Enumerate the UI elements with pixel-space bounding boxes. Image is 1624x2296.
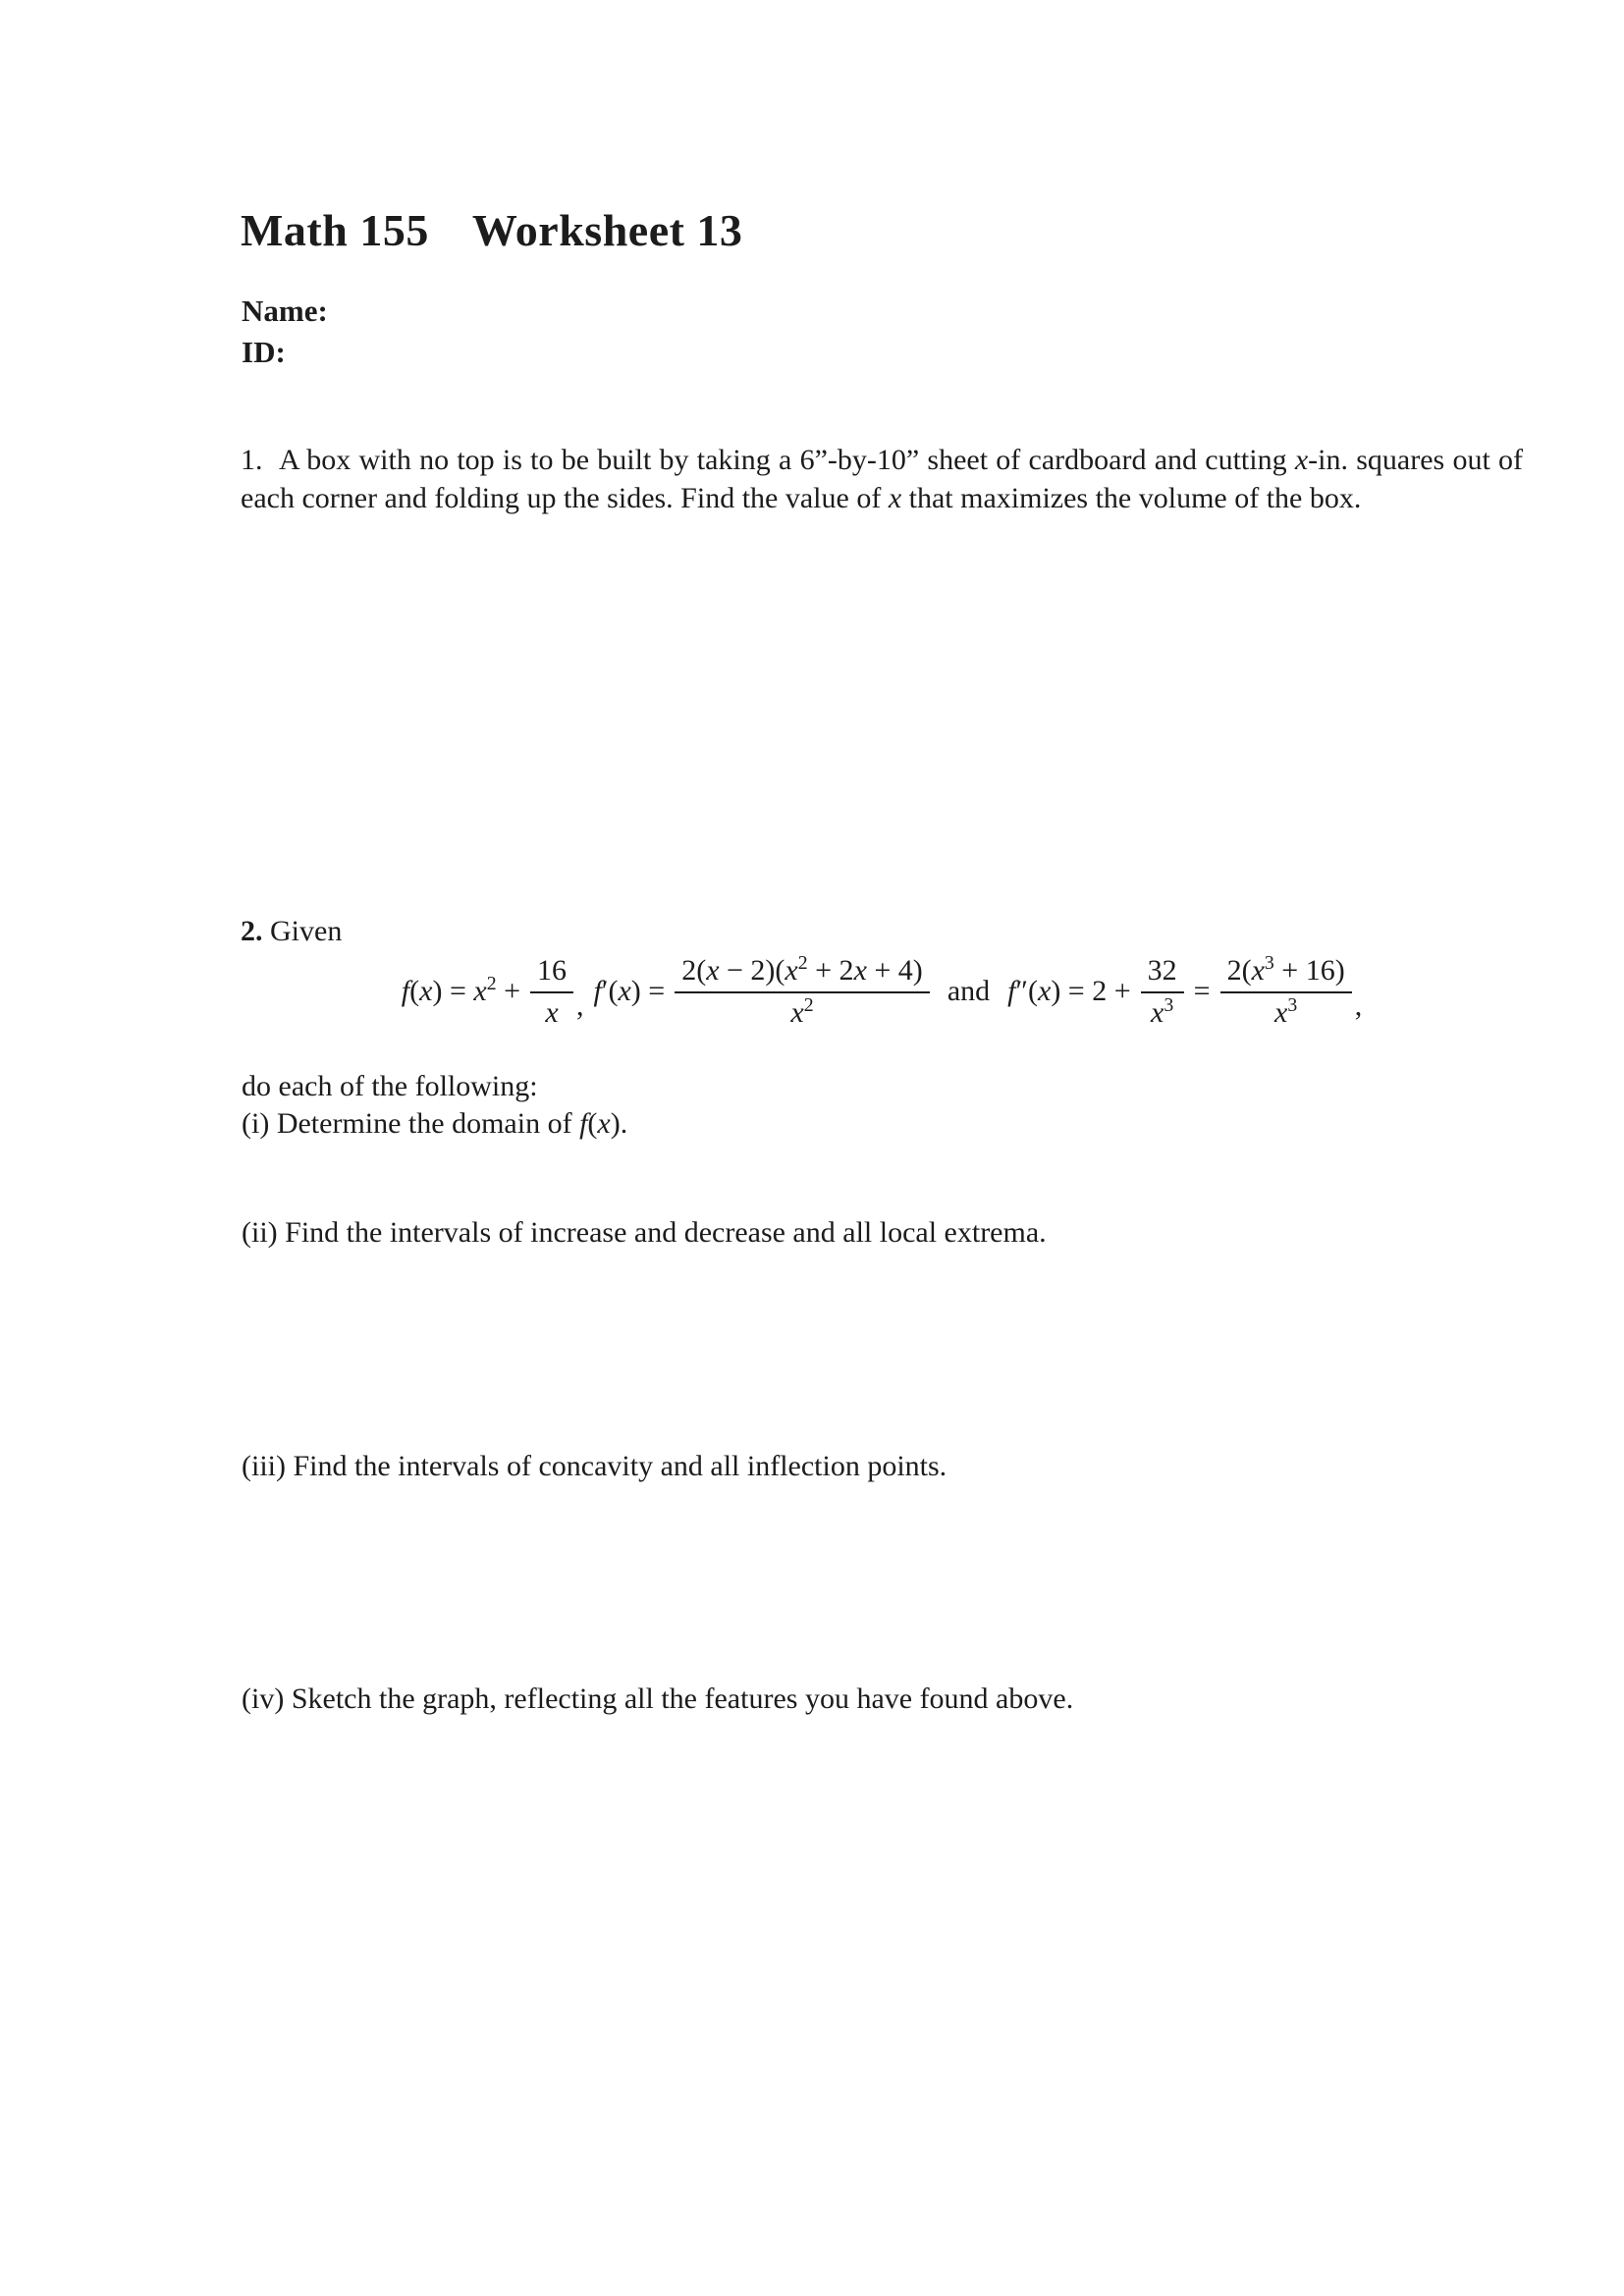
fraction-numerator: 32 <box>1141 954 1184 993</box>
part-text: Sketch the graph, reflecting all the features you have found above. <box>291 1682 1074 1715</box>
f-definition: $f(x) = x^2$ + <box>401 973 521 1008</box>
f-double-prime-definition: f″(x) = 2 + <box>1007 975 1131 1008</box>
comma: , <box>576 989 584 1023</box>
id-label: ID: <box>242 335 286 369</box>
equation-display <box>241 954 1523 1029</box>
part-label: (iii) <box>242 1450 286 1482</box>
fraction-numerator: 16 <box>530 954 573 993</box>
part-label: (i) <box>242 1107 270 1140</box>
problem-2-heading <box>241 912 342 950</box>
fraction-denominator: x <box>545 995 559 1029</box>
problem-2-number: 2. <box>241 915 263 947</box>
part-text: Find the intervals of concavity and all inflection points. <box>293 1450 947 1482</box>
fraction-f-prime <box>675 954 930 1029</box>
worksheet-title: Worksheet 13 <box>471 205 743 255</box>
fraction-denominator: $x^2$ <box>790 993 814 1029</box>
fraction-denominator: $x^3$ <box>1274 993 1298 1029</box>
part-label: (iv) <box>242 1682 285 1715</box>
fraction-16-over-x <box>530 954 573 1029</box>
problem-2-part-i <box>242 1104 627 1143</box>
fraction-f-double-prime <box>1220 954 1352 1029</box>
fraction-denominator: $x^3$ <box>1151 993 1174 1029</box>
equals-sign: = <box>1193 975 1211 1008</box>
problem-2-part-ii <box>242 1213 1047 1252</box>
name-label: Name: <box>242 294 328 328</box>
part-text: Determine the domain of f(x). <box>276 1107 628 1140</box>
comma: , <box>1354 989 1363 1023</box>
and-connector: and <box>947 975 991 1008</box>
problem-1-body: A box with no top is to be built by taking a 6”-by-10” sheet of cardboard and cutting x-in. squares out of each corner and folding up the sides. Find the value of x that maximizes the volume of the box. <box>241 444 1524 514</box>
fraction-numerator: $2(x^3 + 16)$ <box>1220 954 1352 993</box>
part-label: (ii) <box>242 1216 278 1249</box>
fraction-numerator: $2(x - 2)(x^2 + 2x + 4)$ <box>675 954 930 993</box>
problem-2-part-iv <box>242 1680 1073 1718</box>
fraction-32-over-x3 <box>1141 954 1184 1029</box>
f-prime-definition: f′(x) = <box>593 975 666 1008</box>
problem-2-part-iii <box>242 1447 947 1485</box>
course-title: Math 155 <box>241 205 429 255</box>
problem-2-intro: Given <box>270 915 343 947</box>
problem-1-number: 1. <box>241 444 263 476</box>
part-text: Find the intervals of increase and decrease and all local extrema. <box>285 1216 1047 1249</box>
page-title <box>241 204 742 256</box>
problem-2-instructions: do each of the following: <box>242 1070 538 1102</box>
problem-1-text <box>241 441 1523 517</box>
